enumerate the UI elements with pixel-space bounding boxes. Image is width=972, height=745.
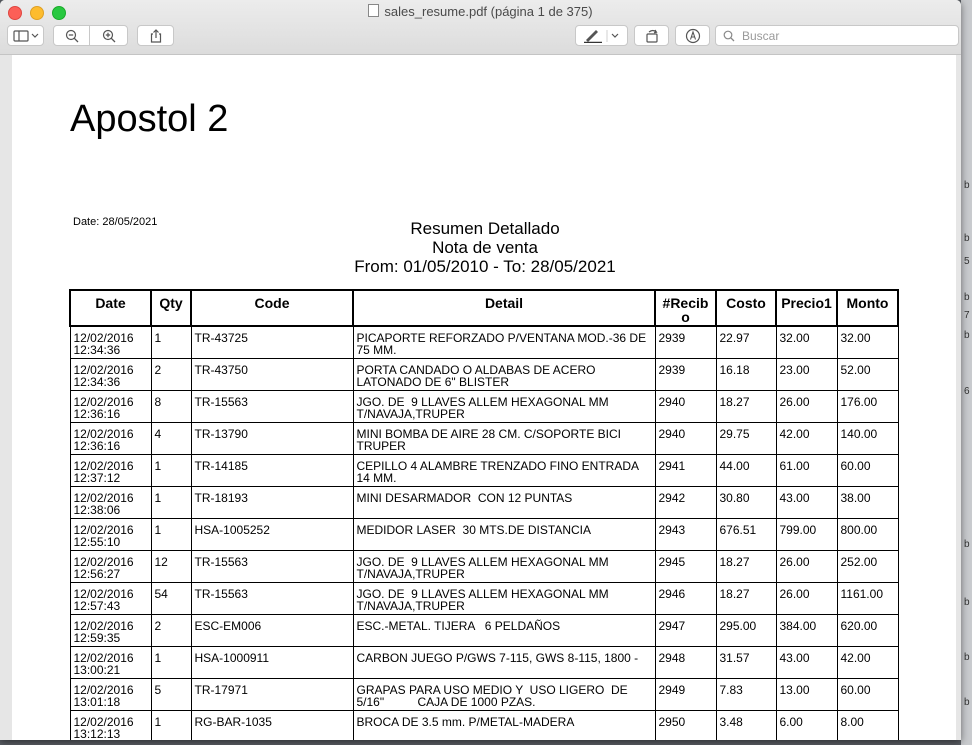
cell-qty: 2 — [151, 358, 191, 390]
report-heading — [268, 219, 702, 276]
cell-precio: 26.00 — [776, 582, 837, 614]
cell-code: TR-13790 — [191, 422, 353, 454]
cell-code: TR-43750 — [191, 358, 353, 390]
cell-monto: 252.00 — [837, 550, 898, 582]
cell-code: TR-17971 — [191, 678, 353, 710]
background-letter: 5 — [964, 256, 970, 267]
cell-code: HSA-1005252 — [191, 518, 353, 550]
cell-date: 12/02/2016 12:34:36 — [70, 326, 151, 358]
cell-costo: 16.18 — [716, 358, 776, 390]
zoom-in-icon — [102, 29, 116, 43]
cell-date: 12/02/2016 13:12:13 — [70, 710, 151, 740]
cell-recibo: 2942 — [655, 486, 716, 518]
table-row — [70, 550, 898, 582]
share-icon — [150, 29, 162, 43]
table-row — [70, 390, 898, 422]
cell-monto: 38.00 — [837, 486, 898, 518]
cell-code: TR-15563 — [191, 582, 353, 614]
share-button[interactable] — [137, 25, 174, 46]
cell-qty: 12 — [151, 550, 191, 582]
table-row — [70, 326, 898, 358]
cell-precio: 384.00 — [776, 614, 837, 646]
cell-code: TR-18193 — [191, 486, 353, 518]
cell-date: 12/02/2016 12:55:10 — [70, 518, 151, 550]
cell-precio: 42.00 — [776, 422, 837, 454]
cell-costo: 18.27 — [716, 582, 776, 614]
background-letter: b — [964, 597, 970, 608]
document-title: Apostol 2 — [70, 98, 229, 140]
pen-icon — [582, 29, 622, 43]
background-letter: b — [964, 652, 970, 663]
cell-qty: 4 — [151, 422, 191, 454]
cell-costo: 18.27 — [716, 550, 776, 582]
cell-detail: CEPILLO 4 ALAMBRE TRENZADO FINO ENTRADA 14 MM. — [353, 454, 655, 486]
background-letter: b — [964, 697, 970, 708]
cell-detail: PORTA CANDADO O ALDABAS DE ACERO LATONADO DE 6" BLISTER — [353, 358, 655, 390]
pdf-page — [12, 55, 956, 740]
cell-monto: 60.00 — [837, 454, 898, 486]
cell-costo: 22.97 — [716, 326, 776, 358]
cell-qty: 1 — [151, 518, 191, 550]
search-field[interactable] — [715, 25, 959, 46]
cell-recibo: 2940 — [655, 390, 716, 422]
cell-detail: ESC.-METAL. TIJERA 6 PELDAÑOS — [353, 614, 655, 646]
cell-monto: 1161.00 — [837, 582, 898, 614]
cell-detail: MINI BOMBA DE AIRE 28 CM. C/SOPORTE BICI TRUPER — [353, 422, 655, 454]
cell-date: 12/02/2016 12:34:36 — [70, 358, 151, 390]
cell-detail: MINI DESARMADOR CON 12 PUNTAS — [353, 486, 655, 518]
cell-costo: 7.83 — [716, 678, 776, 710]
cell-recibo: 2939 — [655, 358, 716, 390]
background-letter: 6 — [964, 386, 970, 397]
cell-detail: JGO. DE 9 LLAVES ALLEM HEXAGONAL MM T/NAVAJA,TRUPER — [353, 582, 655, 614]
cell-costo: 44.00 — [716, 454, 776, 486]
cell-costo: 3.48 — [716, 710, 776, 740]
report-heading-line1: Resumen Detallado — [410, 219, 560, 238]
cell-recibo: 2949 — [655, 678, 716, 710]
document-viewport[interactable] — [0, 55, 961, 740]
cell-qty: 1 — [151, 486, 191, 518]
cell-code: TR-15563 — [191, 550, 353, 582]
window-title — [0, 4, 961, 19]
cell-date: 12/02/2016 12:57:43 — [70, 582, 151, 614]
cell-costo: 31.57 — [716, 646, 776, 678]
cell-costo: 676.51 — [716, 518, 776, 550]
cell-qty: 54 — [151, 582, 191, 614]
background-letter: b — [964, 233, 970, 244]
column-header-recibo: #Recibo — [655, 290, 716, 326]
table-row — [70, 358, 898, 390]
cell-monto: 60.00 — [837, 678, 898, 710]
table-header-row — [70, 290, 898, 326]
cell-monto: 620.00 — [837, 614, 898, 646]
rotate-button[interactable] — [634, 25, 669, 46]
table-row — [70, 614, 898, 646]
report-date: Date: 28/05/2021 — [73, 216, 158, 228]
report-heading-line3: From: 01/05/2010 - To: 28/05/2021 — [354, 257, 616, 276]
column-header-date: Date — [70, 290, 151, 326]
cell-code: ESC-EM006 — [191, 614, 353, 646]
cell-date: 12/02/2016 12:59:35 — [70, 614, 151, 646]
cell-monto: 800.00 — [837, 518, 898, 550]
cell-date: 12/02/2016 12:36:16 — [70, 390, 151, 422]
column-header-code: Code — [191, 290, 353, 326]
table-row — [70, 454, 898, 486]
cell-costo: 29.75 — [716, 422, 776, 454]
column-header-precio: Precio1 — [776, 290, 837, 326]
background-letter: b — [964, 539, 970, 550]
cell-code: HSA-1000911 — [191, 646, 353, 678]
cell-precio: 26.00 — [776, 550, 837, 582]
column-header-monto: Monto — [837, 290, 898, 326]
cell-detail: PICAPORTE REFORZADO P/VENTANA MOD.-36 DE 75 MM. — [353, 326, 655, 358]
cell-detail: GRAPAS PARA USO MEDIO Y USO LIGERO DE 5/16" CAJA DE 1000 PZAS. — [353, 678, 655, 710]
cell-precio: 799.00 — [776, 518, 837, 550]
cell-monto: 8.00 — [837, 710, 898, 740]
cell-costo: 295.00 — [716, 614, 776, 646]
cell-date: 12/02/2016 13:00:21 — [70, 646, 151, 678]
markup-pen-button[interactable] — [575, 25, 628, 46]
cell-monto: 52.00 — [837, 358, 898, 390]
cell-monto: 42.00 — [837, 646, 898, 678]
cell-qty: 2 — [151, 614, 191, 646]
background-letter: b — [964, 330, 970, 341]
cell-qty: 8 — [151, 390, 191, 422]
cell-recibo: 2943 — [655, 518, 716, 550]
table-row — [70, 486, 898, 518]
sidebar-icon — [13, 30, 39, 42]
cell-detail: MEDIDOR LASER 30 MTS.DE DISTANCIA — [353, 518, 655, 550]
cell-recibo: 2947 — [655, 614, 716, 646]
cell-monto: 140.00 — [837, 422, 898, 454]
cell-precio: 26.00 — [776, 390, 837, 422]
cell-detail: JGO. DE 9 LLAVES ALLEM HEXAGONAL MM T/NAVAJA,TRUPER — [353, 550, 655, 582]
cell-code: TR-43725 — [191, 326, 353, 358]
cell-code: TR-15563 — [191, 390, 353, 422]
cell-precio: 13.00 — [776, 678, 837, 710]
cell-date: 12/02/2016 12:56:27 — [70, 550, 151, 582]
cell-qty: 1 — [151, 710, 191, 740]
zoom-out-button[interactable] — [53, 25, 90, 46]
cell-precio: 6.00 — [776, 710, 837, 740]
cell-recibo: 2948 — [655, 646, 716, 678]
column-header-qty: Qty — [151, 290, 191, 326]
cell-costo: 18.27 — [716, 390, 776, 422]
pdf-document-icon — [368, 4, 379, 17]
cell-precio: 23.00 — [776, 358, 837, 390]
sidebar-toggle-button[interactable] — [7, 25, 44, 46]
cell-monto: 176.00 — [837, 390, 898, 422]
cell-date: 12/02/2016 12:37:12 — [70, 454, 151, 486]
table-row — [70, 646, 898, 678]
cell-recibo: 2945 — [655, 550, 716, 582]
cell-recibo: 2950 — [655, 710, 716, 740]
window-title-text: sales_resume.pdf (página 1 de 375) — [384, 4, 593, 19]
cell-precio: 61.00 — [776, 454, 837, 486]
search-icon — [723, 30, 735, 42]
titlebar — [0, 0, 961, 55]
markup-circle-icon — [685, 28, 701, 44]
cell-recibo: 2939 — [655, 326, 716, 358]
cell-date: 12/02/2016 12:38:06 — [70, 486, 151, 518]
column-header-detail: Detail — [353, 290, 655, 326]
search-input[interactable] — [740, 28, 944, 44]
background-letter: b — [964, 292, 970, 303]
table-row — [70, 518, 898, 550]
cell-detail: JGO. DE 9 LLAVES ALLEM HEXAGONAL MM T/NAVAJA,TRUPER — [353, 390, 655, 422]
annotate-button[interactable] — [675, 25, 710, 46]
background-window — [961, 0, 972, 745]
cell-qty: 1 — [151, 454, 191, 486]
cell-qty: 1 — [151, 326, 191, 358]
cell-date: 12/02/2016 13:01:18 — [70, 678, 151, 710]
cell-code: RG-BAR-1035 — [191, 710, 353, 740]
cell-code: TR-14185 — [191, 454, 353, 486]
cell-date: 12/02/2016 12:36:16 — [70, 422, 151, 454]
cell-qty: 1 — [151, 646, 191, 678]
cell-costo: 30.80 — [716, 486, 776, 518]
cell-recibo: 2940 — [655, 422, 716, 454]
cell-precio: 32.00 — [776, 326, 837, 358]
zoom-out-icon — [65, 29, 79, 43]
background-letter: b — [964, 180, 970, 191]
cell-qty: 5 — [151, 678, 191, 710]
cell-recibo: 2941 — [655, 454, 716, 486]
table-row — [70, 710, 898, 740]
cell-precio: 43.00 — [776, 486, 837, 518]
cell-detail: BROCA DE 3.5 mm. P/METAL-MADERA — [353, 710, 655, 740]
background-letter: 7 — [964, 310, 970, 321]
zoom-in-button[interactable] — [89, 25, 128, 46]
column-header-costo: Costo — [716, 290, 776, 326]
sales-table — [69, 289, 899, 740]
rotate-icon — [644, 29, 660, 43]
cell-monto: 32.00 — [837, 326, 898, 358]
table-row — [70, 582, 898, 614]
report-heading-line2: Nota de venta — [432, 238, 538, 257]
table-row — [70, 422, 898, 454]
cell-detail: CARBON JUEGO P/GWS 7-115, GWS 8-115, 1800 - — [353, 646, 655, 678]
table-row — [70, 678, 898, 710]
cell-recibo: 2946 — [655, 582, 716, 614]
cell-precio: 43.00 — [776, 646, 837, 678]
